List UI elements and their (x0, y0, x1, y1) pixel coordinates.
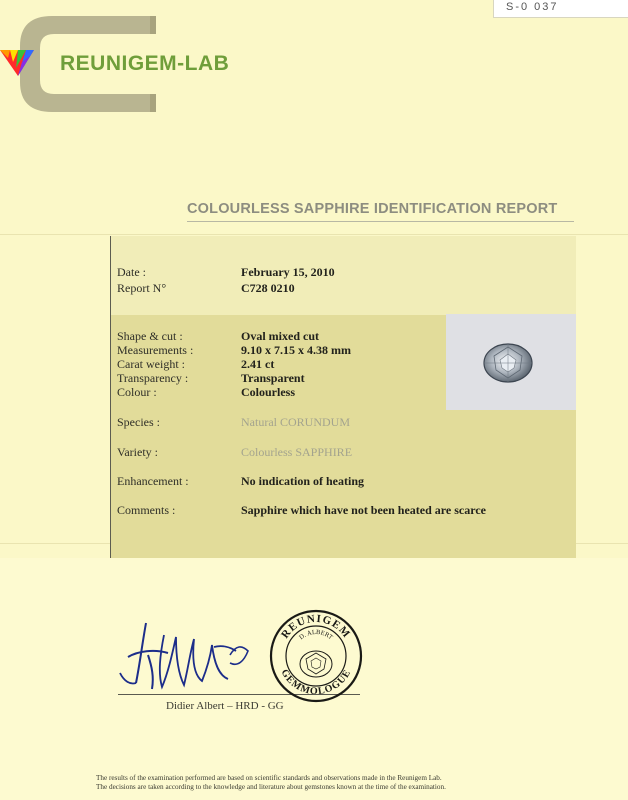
shape-value: Oval mixed cut (241, 329, 319, 343)
title-rule (187, 221, 574, 222)
species-value: Natural CORUNDUM (241, 415, 350, 429)
measurements-value: 9.10 x 7.15 x 4.38 mm (241, 343, 351, 357)
report-number-value: C728 0210 (241, 281, 295, 295)
carat-label: Carat weight : (117, 357, 185, 371)
footer-line-1: The results of the examination performed are based on scientific standards and observations made in the Reunigem Lab. (96, 774, 442, 782)
corner-note: S-0 037 (493, 0, 628, 18)
colour-value: Colourless (241, 385, 295, 399)
svg-text:D. ALBERT (298, 629, 334, 641)
species-label: Species : (117, 415, 160, 429)
report-title: COLOURLESS SAPPHIRE IDENTIFICATION REPORT (187, 201, 558, 217)
comments-label: Comments : (117, 503, 176, 517)
footer-line-2: The decisions are taken according to the knowledge and literature about gemstones known at the time of the examination. (96, 783, 446, 791)
handwritten-signature (118, 615, 278, 695)
svg-text:REUNIGEM (279, 613, 353, 641)
shape-label: Shape & cut : (117, 329, 183, 343)
brand-name: REUNIGEM-LAB (60, 52, 230, 75)
report-number-label: Report N° (117, 281, 167, 295)
transparency-label: Transparency : (117, 371, 189, 385)
gemstone-photo (446, 314, 576, 410)
gemstone-image (446, 314, 576, 410)
comments-value: Sapphire which have not been heated are scarce (241, 503, 486, 517)
carat-value: 2.41 ct (241, 357, 275, 371)
date-label: Date : (117, 265, 146, 279)
enhancement-value: No indication of heating (241, 474, 365, 488)
seal-bottom-text: GEMMOLOGUE (278, 667, 354, 698)
seal-inner-text: D. ALBERT (298, 628, 334, 642)
signer-name: Didier Albert – HRD - GG (166, 700, 284, 712)
enhancement-label: Enhancement : (117, 474, 189, 488)
variety-label: Variety : (117, 445, 158, 459)
gemmologue-seal (268, 608, 364, 704)
disclaimer-footer (96, 774, 616, 792)
colour-label: Colour : (117, 385, 157, 399)
brand-logo (0, 14, 260, 114)
seal-top-text: REUNIGEM (279, 612, 353, 641)
variety-value: Colourless SAPPHIRE (241, 445, 353, 459)
paper-fold (0, 234, 628, 235)
measurements-label: Measurements : (117, 343, 194, 357)
date-value: February 15, 2010 (241, 265, 335, 279)
transparency-value: Transparent (241, 371, 305, 385)
